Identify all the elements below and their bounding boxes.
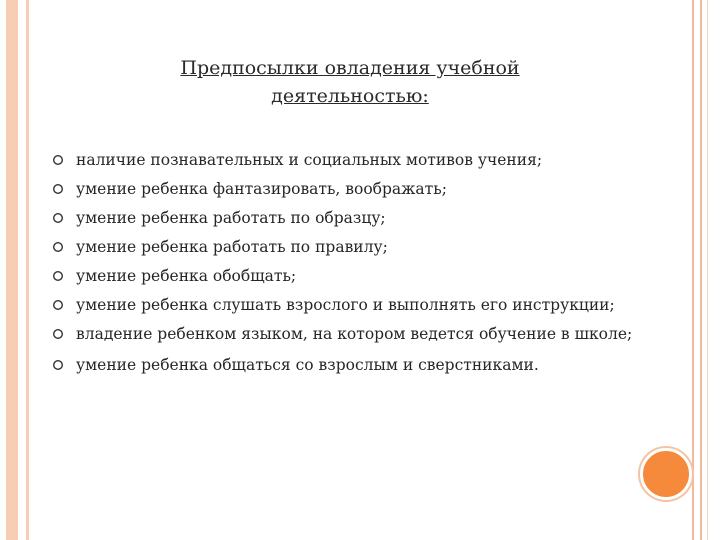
ring-bullet-icon [52, 241, 64, 253]
list-item-text: умение ребенка общаться со взрослым и сверстниками. [76, 356, 539, 374]
list-item [50, 208, 650, 229]
list-item [50, 237, 650, 258]
ring-bullet-icon [52, 154, 64, 166]
list-item [50, 295, 650, 316]
ring-bullet-icon [52, 212, 64, 224]
ring-bullet-icon [52, 183, 64, 195]
list-item-text: умение ребенка работать по образцу; [76, 209, 386, 227]
ring-bullet-icon [52, 359, 64, 371]
bullet-list [50, 150, 650, 376]
ring-bullet-icon [52, 299, 64, 311]
list-item-text: умение ребенка работать по правилу; [76, 238, 388, 256]
list-item-text: наличие познавательных и социальных мотивов учения; [76, 151, 543, 169]
left-decor-bar [6, 0, 18, 540]
ring-bullet-icon [52, 270, 64, 282]
list-item-text: владение ребенком языком, на котором ведется обучение в школе; [76, 325, 633, 343]
ring-bullet-icon [52, 328, 64, 340]
list-item-text: умение ребенка фантазировать, воображать; [76, 180, 447, 198]
accent-circle-icon [640, 448, 692, 500]
list-item [50, 150, 650, 171]
list-item [50, 179, 650, 200]
list-item [50, 355, 650, 376]
list-item [50, 266, 650, 287]
right-decor-line [700, 0, 702, 540]
list-item-text: умение ребенка слушать взрослого и выполнять его инструкции; [76, 296, 615, 314]
title-line-2: деятельностью: [271, 85, 429, 107]
left-decor-line [26, 0, 29, 540]
right-decor-line [692, 0, 694, 540]
right-decor-line [707, 0, 708, 540]
title-line-1: Предпосылки овладения учебной [180, 57, 520, 79]
list-item-text: умение ребенка обобщать; [76, 267, 297, 285]
slide-title [120, 54, 580, 110]
list-item [50, 324, 650, 345]
